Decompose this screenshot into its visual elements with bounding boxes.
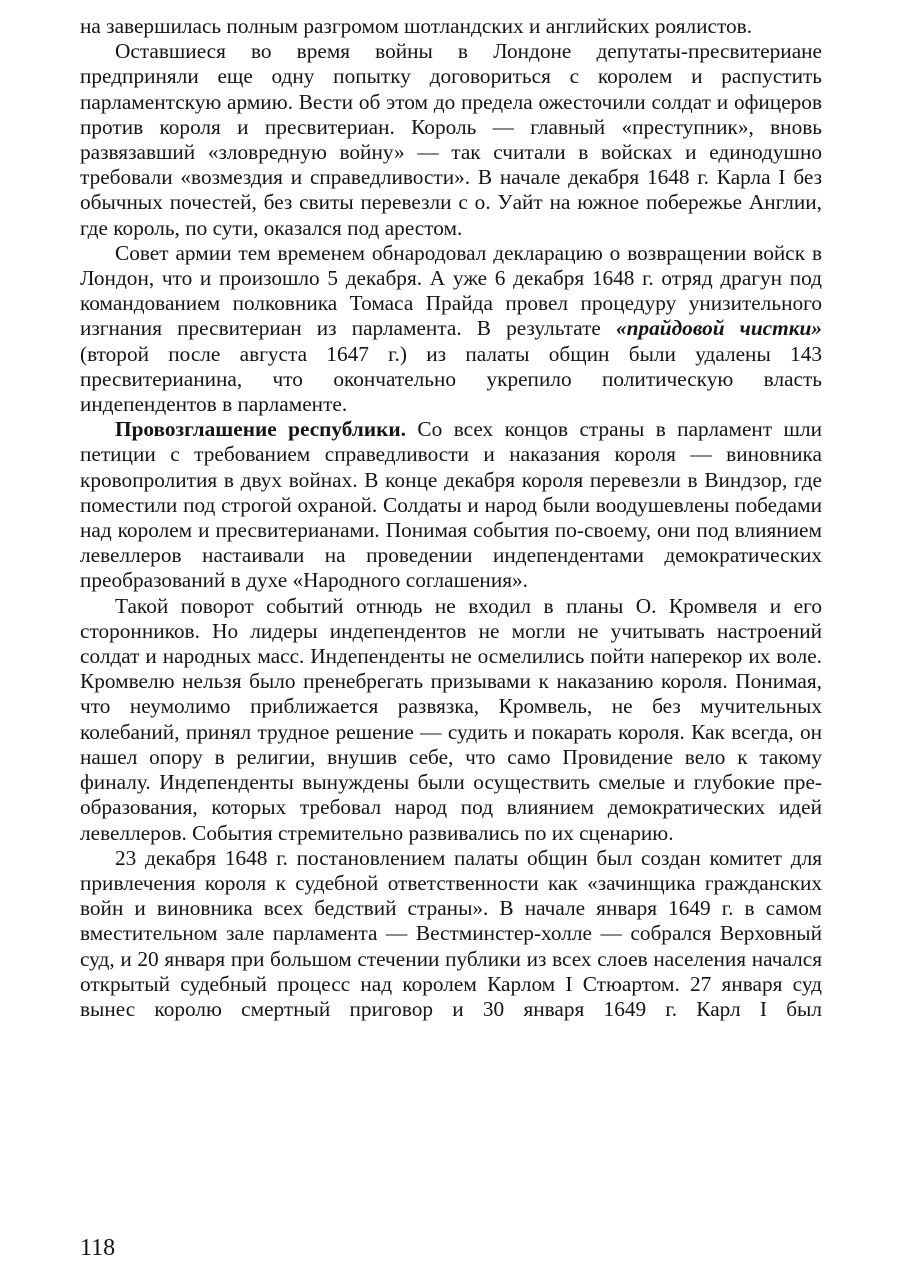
paragraph: Такой поворот событий отнюдь не входил в планы О. Кромвеля и его сторонников. Но лидеры индепендентов не могли не учитывать настроений солдат и народных масс. Индепенденты не осмелились пойти наперекор их воле. Кромвелю нельзя было пренебрегать призывами к наказанию короля. Понимая, что неумолимо приближается развязка, Кромвель, не без мучительных колебаний, принял трудное решение — судить и покарать короля. Как всегда, он нашел опору в религии, внушив себе, что само Провидение вело к такому финалу. Индепенденты вынуждены были осуществить смелые и глубокие преобразования, которых требовал народ под влиянием демократических идей левеллеров. События стремительно развивались по их сценарию. [80,593,822,845]
paragraph-text: (второй после августа 1647 г.) из палаты общин были удалены 143 пресвитерианина, что окончательно укрепило политическую власть индепендентов в парламенте. [80,341,822,417]
paragraph-trial: 23 декабря 1648 г. постановлением палаты общин был создан комитет для привлечения короля к судебной ответственности как «зачинщика гражданских войн и виновника всех бедствий страны». В начале января 1649 г. в самом вместительном зале парламента — Вестминстер-холле — собрался Верховный суд, и 20 января при большом стечении публики из всех слоев населения начался открытый судебный процесс над королем Карлом I Стюартом. 27 января суд вынес королю смертный приговор и 30 января 1649 г. Карл I был [80,845,822,1021]
pride-purge-term: «прайдовой чистки» [615,316,822,341]
section-heading: Провозглашение республики. [115,417,406,442]
paragraph-continued: на завершилась полным разгромом шотландских и английских роялистов. [80,14,753,38]
paragraph: Оставшиеся во время войны в Лондоне депутаты-пресвитериане предприняли еще одну попытку договориться с королем и распустить парламентскую армию. Вести об этом до предела ожесточили солдат и офицеров против короля и пресвитериан. Король — главный «преступник», вновь развязавший «зловредную войну» — так считали в войсках и единодушно требовали «возмездия и справедливости». В начале декабря 1648 г. Карла I без обычных почестей, без свиты перевезли с о. Уайт на южное побережье Англии, где король, по сути, оказался под арестом. [80,39,822,240]
paragraph-text: Совет армии тем временем обнародовал декларацию о возвращении войск в Лондон, что и произошло 5 декабря. А уже 6 декабря 1648 г. отряд драгун под командованием полковника Томаса Прайда провел процедуру унизительного изгнания пресвитериан из парламента. В результате [80,240,822,341]
page-number: 118 [80,1235,116,1261]
page-text [80,14,822,1022]
paragraph-text: Со всех концов страны в парламент шли петиции с требованием справедливости и наказания короля — виновника кровопролития в двух войнах. В конце декабря короля перевезли в Виндзор, где поместили под строгой охраной. Солдаты и народ были воодушевлены победами над королем и пресвитерианами. Понимая события по-своему, они под влиянием левеллеров настаивали на проведении индепендентами демократических преобразований в духе «Народного соглашения». [80,417,822,593]
paragraph-pride-purge [80,241,822,417]
paragraph-republic [80,417,822,593]
